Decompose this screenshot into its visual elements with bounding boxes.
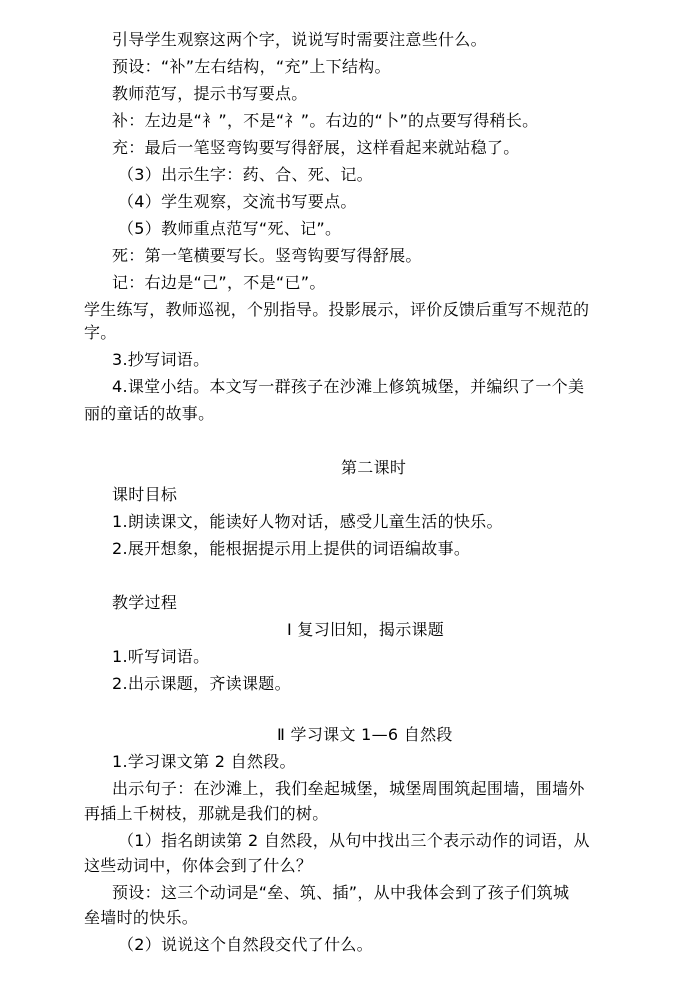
paragraph-line: 预设：这三个动词是“垒、筑、插”，从中我体会到了孩子们筑城 <box>112 883 570 902</box>
subheading: 教学过程 <box>112 593 178 612</box>
paragraph-line: 2.展开想象，能根据提示用上提供的词语编故事。 <box>112 539 471 558</box>
paragraph-line: 1.听写词语。 <box>112 647 210 666</box>
paragraph-line: 3.抄写词语。 <box>112 350 210 369</box>
paragraph-line: 丽的童话的故事。 <box>84 404 215 423</box>
paragraph-line: 预设：“补”左右结构，“充”上下结构。 <box>112 57 391 76</box>
paragraph-line: （1）指名朗读第 2 自然段，从句中找出三个表示动作的词语，从 <box>118 831 590 850</box>
paragraph-line: 引导学生观察这两个字，说说写时需要注意些什么。 <box>112 30 487 49</box>
paragraph-line: 2.出示课题，齐读课题。 <box>112 674 291 693</box>
paragraph-line: 1.学习课文第 2 自然段。 <box>112 752 296 771</box>
paragraph-line: 这些动词中，你体会到了什么？ <box>84 856 313 875</box>
paragraph-line: （2）说说这个自然段交代了什么。 <box>118 935 373 954</box>
section-heading: Ⅱ 学习课文 1—6 自然段 <box>277 725 453 744</box>
paragraph-line: （3）出示生字：药、合、死、记。 <box>118 165 373 184</box>
paragraph-line: 死：第一笔横要写长。竖弯钩要写得舒展。 <box>112 246 422 265</box>
paragraph-line: 字。 <box>84 323 117 342</box>
subheading: 课时目标 <box>112 485 178 504</box>
paragraph-line: 充：最后一笔竖弯钩要写得舒展，这样看起来就站稳了。 <box>112 138 520 157</box>
paragraph-line: 出示句子：在沙滩上，我们垒起城堡，城堡周围筑起围墙，围墙外 <box>112 779 585 798</box>
paragraph-line: 1.朗读课文，能读好人物对话，感受儿童生活的快乐。 <box>112 512 503 531</box>
paragraph-line: 记：右边是“己”，不是“已”。 <box>112 273 326 292</box>
paragraph-line: （5）教师重点范写“死、记”。 <box>118 219 342 238</box>
paragraph-line: 补：左边是“衤”，不是“礻”。右边的“卜”的点要写得稍长。 <box>112 111 539 130</box>
section-heading: Ⅰ 复习旧知，揭示课题 <box>287 620 445 639</box>
paragraph-line: 教师范写，提示书写要点。 <box>112 84 308 103</box>
paragraph-line: （4）学生观察，交流书写要点。 <box>118 192 357 211</box>
paragraph-line: 4.课堂小结。本文写一群孩子在沙滩上修筑城堡，并编织了一个美 <box>112 377 585 396</box>
paragraph-line: 垒墙时的快乐。 <box>84 908 199 927</box>
paragraph-line: 再插上千树枝，那就是我们的树。 <box>84 804 329 823</box>
paragraph-line: 学生练写，教师巡视，个别指导。投影展示，评价反馈后重写不规范的 <box>84 300 590 319</box>
section-title: 第二课时 <box>341 458 407 477</box>
